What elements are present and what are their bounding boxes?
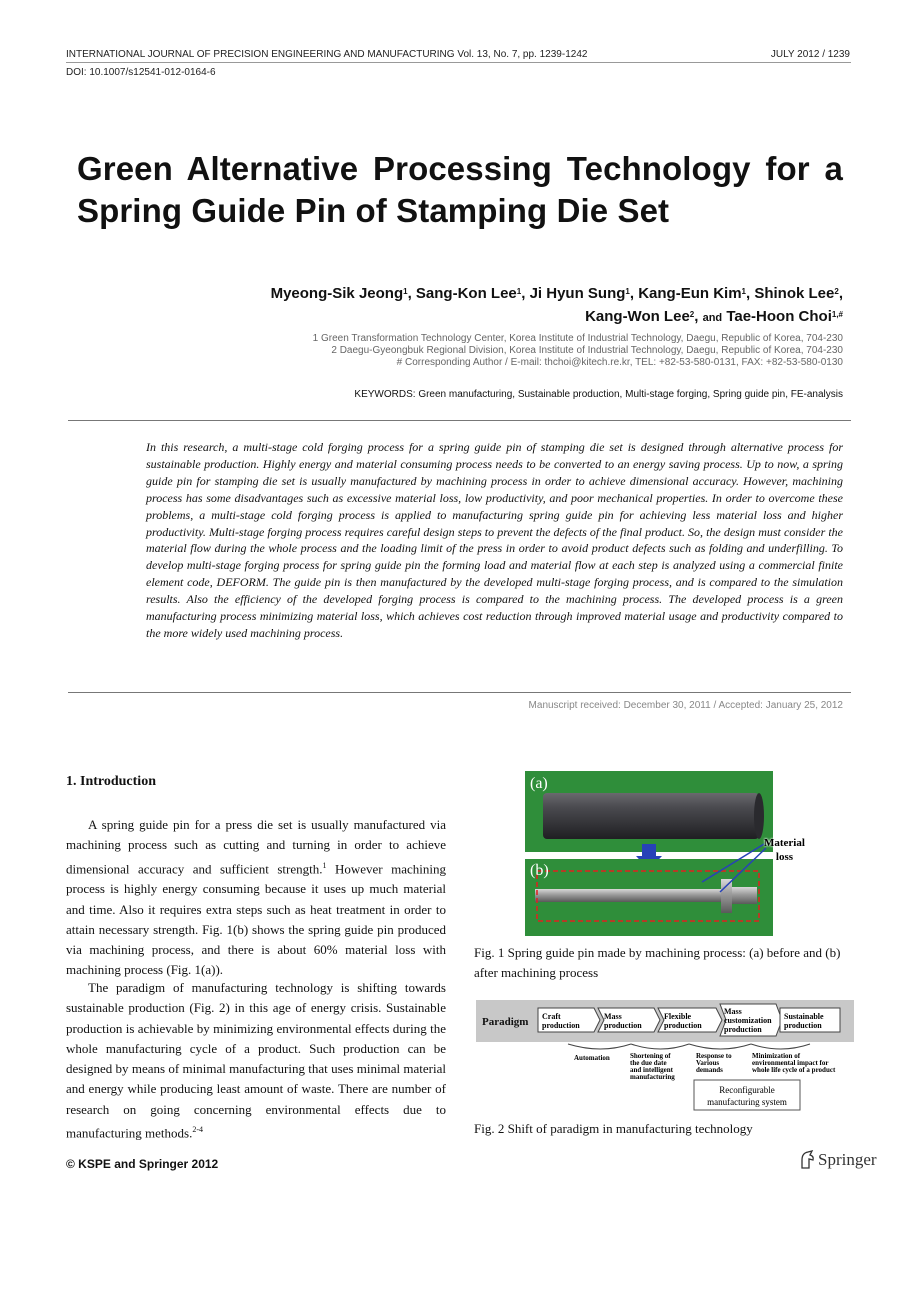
author-name: Kang-Won Lee [585,308,690,325]
citation: 2-4 [192,1125,204,1135]
header-rule [66,62,851,63]
copyright: © KSPE and Springer 2012 [66,1157,219,1171]
stage-flexible-line2: production [664,1021,702,1030]
transition-arc [689,1044,751,1049]
paradigm-label: Paradigm [482,1016,529,1028]
fig2-caption: Fig. 2 Shift of paradigm in manufacturing technology [474,1121,753,1136]
stage-mass-line2: production [604,1021,642,1030]
date-page-number: JULY 2012 / 1239 [770,49,850,60]
section-heading: 1. Introduction [66,774,156,789]
stage-craft-line1: Craft [542,1012,561,1021]
intro-paragraph-1: A spring guide pin for a press die set is usually manufactured via machining process such as cutting and turning in order to achieve dimensional accuracy and sufficient strength.$^1$ However machining process is highly energy consuming because it uses up much material and time. Also it requires extra steps such as heat treatment in order to attain necessary strength. Fig. 1(b) shows the spring guide pin produced via machining process, and there is about 60% material loss with machining process (Fig. 1(a)). [66,817,446,978]
driver-3-line2: Various [696,1059,720,1067]
driver-3-line1: Response to [696,1052,732,1060]
affiliation-1: 1 Green Transformation Technology Center, Korea Institute of Industrial Technology, Daegu, Republic of Korea, 704-230 [312,333,843,344]
author-name: Shinok Lee [754,285,835,302]
driver-4-line1: Minimization of [752,1052,801,1060]
springer-horse-icon [798,1150,816,1170]
paper-title: Green Alternative Processing Technology for a Spring Guide Pin of Stamping Die Set [77,150,843,229]
author-name: Sang-Kon Lee [415,285,517,302]
doi: DOI: 10.1007/s12541-012-0164-6 [66,67,216,78]
fig1a-label: (a) [530,775,548,792]
journal-header: INTERNATIONAL JOURNAL OF PRECISION ENGINEERING AND MANUFACTURING Vol. 13, No. 7, pp. 1239-1242 [66,49,588,60]
driver-2-line1: Shortening of [630,1052,671,1060]
driver-2-line3: and intelligent [630,1066,673,1074]
rms-line2: manufacturing system [707,1097,787,1107]
abstract: In this research, a multi-stage cold forging process for a spring guide pin of stamping die set is designed through alternative process for sustainable production. Highly energy and material consuming process needs to be converted to an energy saving process. Up to now, a spring guide pin for stamping die set is usually manufactured by machining process in order to achieve dimensional accuracy. However, machining process has some disadvantages such as excessive material loss, low productivity, and poor mechanical properties. In order to overcome these problems, a multi-stage cold forging process is applied to manufacturing spring guide pin for achieving less material loss and higher productivity. Multi-stage forging process requires careful design steps to prevent the defects of the final product. So, the design must consider the material flow during the whole process and the loading limit of the press in order to avoid product defects such as folding and underfilling. To develop multi-stage forging process for spring guide pin the forming load and material flow at each step is analyzed using a commercial finite element code, DEFORM. The guide pin is then manufactured by the developed multi-stage forging process, and is compared to the simulation results. Also the efficiency of the developed forging process is compared to the machining process. The developed process is a green manufacturing process minimizing material loss, which achieves cost reduction through improved material usage and productivity compared to the more widely used machining process. [146,440,843,640]
driver-automation: Automation [574,1054,610,1062]
author-name: Myeong-Sik Jeong [270,285,404,302]
stage-customization-line1: Mass [724,1007,742,1016]
transition-arc [631,1044,689,1049]
stage-flexible-line1: Flexible [664,1012,692,1021]
stage-customization-line2: customization [724,1016,772,1025]
material-loss-label: Material loss [764,837,805,863]
stage-customization-line3: production [724,1025,762,1034]
manuscript-dates: Manuscript received: December 30, 2011 / Accepted: January 25, 2012 [528,700,843,711]
driver-2-line4: manufacturing [630,1073,675,1081]
intro-paragraph-2: The paradigm of manufacturing technology is shifting towards sustainable production (Fig. 2) in this age of energy crisis. Sustainable production is achievable by minimizing environmental effects during the whole manufacturing cycle of a product. Such production can be designed by means of minimal manufacturing that uses minimal material and energy while producing least amount of waste. There are number of research on going concerning environmental effects due to manufacturing methods.$^{2-4}$ [66,980,446,1141]
stage-mass-line1: Mass [604,1012,622,1021]
paradigm-diagram [476,1000,854,1112]
abstract-bottom-rule [68,692,851,693]
author-line-1: Myeong-Sik Jeong$^1$, Sang-Kon Lee$^1$, Ji Hyun Sung$^1$, Kang-Eun Kim$^1$, Shinok Lee$^2$, [270,285,843,302]
author-line-2: Kang-Won Lee$^2$, and Tae-Hoon Choi$^{1,\#}$ [585,308,843,325]
stage-craft-line2: production [542,1021,580,1030]
driver-2-line2: the due date [630,1059,667,1067]
citation: 1 [322,860,327,870]
transition-arc [751,1044,810,1049]
rms-line1: Reconfigurable [719,1085,775,1095]
stage-sustainable-line1: Sustainable [784,1012,824,1021]
fig1-caption: Fig. 1 Spring guide pin made by machining process: (a) before and (b) after machining process [474,945,841,981]
affiliation-2: 2 Daegu-Gyeongbuk Regional Division, Korea Institute of Industrial Technology, Daegu, Republic of Korea, 704-230 [331,345,843,356]
driver-4-line2: environmental impact for [752,1059,829,1067]
driver-4-line3: whole life cycle of a product [752,1066,836,1074]
springer-logo-text: Springer [818,1150,877,1169]
stage-sustainable-line2: production [784,1021,822,1030]
corresponding-author: # Corresponding Author / E-mail: thchoi@kitech.re.kr, TEL: +82-53-580-0131, FAX: +82-53-580-0130 [396,357,843,368]
material-loss-pointer [690,838,770,898]
author-name: Ji Hyun Sung [529,285,626,302]
transition-arc [568,1044,631,1049]
abstract-top-rule [68,420,851,421]
driver-3-line3: demands [696,1066,723,1074]
author-name: Tae-Hoon Choi [726,308,832,325]
fig1b-label: (b) [530,862,549,879]
author-name: Kang-Eun Kim [638,285,742,302]
and-word: and [702,312,723,324]
keywords: KEYWORDS: Green manufacturing, Sustainable production, Multi-stage forging, Spring guide pin, FE-analysis [354,389,843,400]
